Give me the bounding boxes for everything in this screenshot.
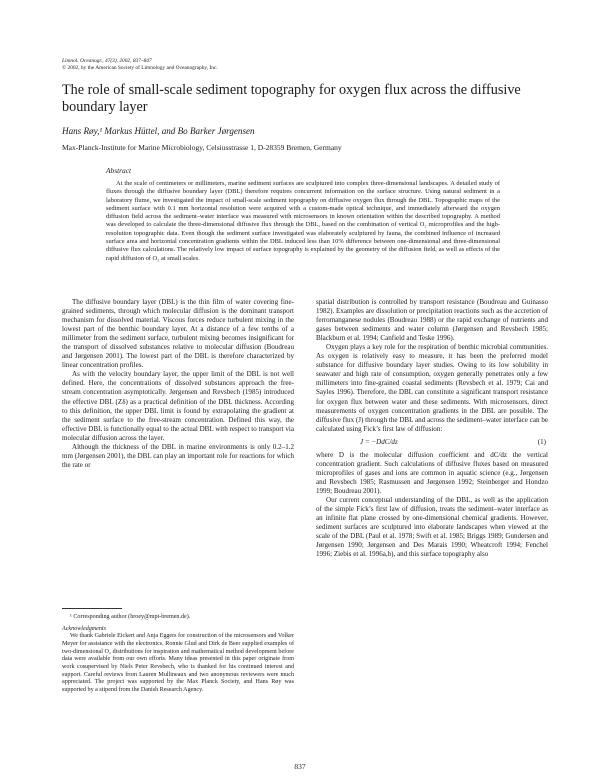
- journal-volume-line: Limnol. Oceanogr., 47(3), 2002, 837–847: [62, 58, 152, 64]
- body-paragraph-continued: spatial distribution is controlled by transport resistance (Boudreau and Guinasso 1982). Examples are dissolution or precipitation reactions such as the accretion of ferromanganese nodules (Boudreau 1988) or the rapid exchange of nutrients and gases between sediments and water column (Jørgensen and Revsbech 1985; Blackburn et al. 1994; Canfield and Teske 1996).: [316, 298, 548, 343]
- footnote-divider: [62, 608, 122, 609]
- footnotes: [62, 614, 294, 695]
- author-list: Hans Røy,¹ Markus Hüttel, and Bo Barker Jørgensen: [62, 126, 255, 136]
- body-paragraph-where: where D is the molecular diffusion coefficient and dC/dz the vertical concentration gradient. Such calculations of diffusive fluxes based on measured microprofiles of gases and ions are common in aquatic science (e.g., Jørgensen and Revsbech 1985; Rasmussen and Jørgensen 1992; Steinberger and Hondzo 1999; Boudreau 2001).: [316, 450, 548, 495]
- body-paragraph-concept: Our current conceptual understanding of the DBL, as well as the application of the simple Fick’s first law of diffusion, treats the sediment–water interface as an infinite flat plane crossed by one-dimensional chemical gradients. However, sediment surfaces are sculptured into elaborate landscapes when viewed at the scale of the DBL (Paul et al. 1978; Swift et al. 1985; Briggs 1989; Gundersen and Jørgensen 1990; Jørgensen and Des Marais 1990; Wheatcroft 1994; Fenchel 1996; Ziebis et al. 1996a,b), and this surface topography also: [316, 495, 548, 559]
- intro-paragraph-1: The diffusive boundary layer (DBL) is the thin film of water covering fine-grained sediments, through which molecular diffusion is the dominant transport mechanism for dissolved material. Viscous forces reduce turbulent mixing in the lowest part of the benthic boundary layer. At a distance of a few tenths of a millimeter from the sediment surface, turbulent mixing becomes insignificant for the transport of dissolved substances relative to molecular diffusion (Boudreau and Jørgensen 2001). The lowest part of the DBL is therefore characterized by linear concentration profiles.: [62, 298, 294, 370]
- intro-paragraph-2: As with the velocity boundary layer, the upper limit of the DBL is not well defined. Here, the concentrations of dissolved substances approach the free-stream concentration asymptotically. Jørgensen and Revsbech (1985) introduced the effective DBL (Zδ) as a practical definition of the DBL thickness. According to this definition, the upper DBL limit is found by extrapolating the gradient at the sediment surface to the free-stream concentration. Defined this way, the effective DBL is functionally equal to the actual DBL with respect to transport via molecular diffusion across the layer.: [62, 370, 294, 442]
- body-paragraph-oxygen: Oxygen plays a key role for the respiration of benthic microbial communities. As oxygen is relatively easy to measure, it has been the preferred model substance for diffusive boundary layer studies. Owing to its low solubility in seawater and high rate of consumption, oxygen generally penetrates only a few millimeters into fine-grained coastal sediments (Revsbech et al. 1979; Cai and Sayles 1996). Therefore, the DBL can constitute a significant transport resistance for oxygen flux between water and these sediments. With microsensors, direct measurements of oxygen concentration gradients in the DBL are possible. The diffusive flux (J) through the DBL and across the sediment–water interface can be calculated using Fick’s first law of diffusion:: [316, 343, 548, 433]
- equation-number: (1): [537, 437, 546, 446]
- equation-formula: J = −DdC/dz: [360, 437, 398, 446]
- abstract-text: At the scale of centimeters or millimeters, marine sediment surfaces are sculptured into complex three-dimensional landscapes. A detailed study of fluxes through the diffusive boundary layer (DBL) therefore requires concurrent information on the surface structure. Using natural sediment in a laboratory flume, we investigated the impact of small-scale sediment topography on diffusive oxygen flux through the DBL. Topographic maps of the sediment surface with 0.1 mm horizontal resolution were acquired with a custom-made optical technique, and immediately afterward the oxygen diffusion field across the sediment–water interface was measured with microsensors in known orientation within the described topography. A method was developed to calculate the three-dimensional diffusive flux through the DBL, based on the combination of vertical O₂ microprofiles and the high-resolution topographic data. Even though the sediment surface investigated was elaborately sculptured by fauna, the combined influence of increased surface area and horizontal concentration gradients within the DBL induced less than 10% difference between one-dimensional and three-dimensional diffusive flux calculations. The relatively low impact of surface topography is explained by the geometry of the diffusion field, as well as effects of the rapid diffusion of O₂ at small scales.: [106, 180, 500, 262]
- journal-citation: [62, 58, 542, 72]
- article-title: The role of small-scale sediment topography for oxygen flux across the diffusive boundary layer: [62, 82, 521, 115]
- abstract-heading: Abstract: [106, 166, 132, 175]
- corresponding-author-note: ¹ Corresponding author (hroey@mpi-bremen.de).: [70, 614, 191, 620]
- author-affiliation: Max-Planck-Institute for Marine Microbiology, Celsiusstrasse 1, D-28359 Bremen, Germany: [62, 143, 342, 152]
- acknowledgments-text: We thank Gabriele Eickert and Anja Eggers for construction of the microsensors and Volker Meyer for assistance with the electronics. Ronnie Glud and Dirk de Beer supplied examples of two-dimensional O₂ distributions for inspiration and mathematical method development before data were available from our own efforts. Many ideas presented in this paper originate from work cosupervised by Niels Peter Revsbech, who is thanked for his continued interest and support. Careful reviews from Lauren Mullineaux and two anonymous reviewers were much appreciated. The project was supported by the Max Planck Society, and Hans Røy was supported by a stipend from the Danish Research Agency.: [62, 633, 294, 693]
- left-column: [62, 298, 294, 470]
- right-column: [316, 298, 548, 559]
- copyright-line: © 2002, by the American Society of Limnology and Oceanography, Inc.: [62, 65, 218, 72]
- acknowledgments-heading: Acknowledgments: [62, 625, 106, 632]
- page-number: 837: [294, 762, 306, 771]
- intro-paragraph-3: Although the thickness of the DBL in marine environments is only 0.2–1.2 mm (Jørgensen 2001), the DBL can play an important role for reactions for which the rate or: [62, 442, 294, 469]
- equation-fick-law: [316, 434, 548, 451]
